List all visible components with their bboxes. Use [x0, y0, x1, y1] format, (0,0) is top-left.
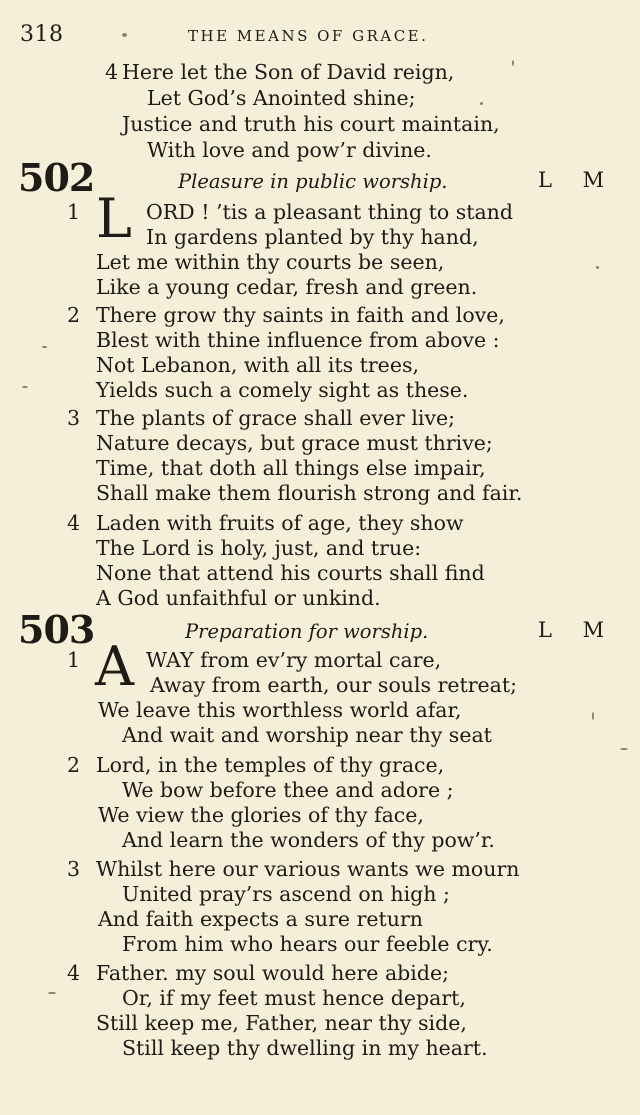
verse-number: 2: [66, 753, 80, 777]
verse-number: 4: [104, 60, 118, 84]
verse-line: ORD ! ’tis a pleasant thing to stand: [146, 200, 514, 224]
verse-line: Justice and truth his court maintain,: [122, 112, 500, 136]
verse-line: There grow thy saints in faith and love,: [96, 303, 505, 327]
hymn-meter: L M: [538, 168, 617, 192]
drop-cap: L: [96, 187, 132, 250]
ink-speck: [512, 60, 514, 66]
verse-line: In gardens planted by thy hand,: [146, 225, 479, 249]
verse-line: Let me within thy courts be seen,: [96, 250, 445, 274]
running-head: [0, 22, 640, 48]
verse-line: Nature decays, but grace must thrive;: [96, 431, 493, 455]
verse-line: And wait and worship near thy seat: [122, 723, 492, 747]
verse-number: 1: [66, 648, 80, 672]
verse-line: Not Lebanon, with all its trees,: [96, 353, 419, 377]
verse-number: 1: [66, 200, 80, 224]
verse-line: Like a young cedar, fresh and green.: [96, 275, 478, 299]
verse-line: A God unfaithful or unkind.: [96, 586, 381, 610]
verse-line: Yields such a comely sight as these.: [96, 378, 469, 402]
verse-line: None that attend his courts shall find: [96, 561, 485, 585]
verse-line: And learn the wonders of thy pow’r.: [122, 828, 495, 852]
verse-line: Or, if my feet must hence depart,: [122, 986, 466, 1010]
verse-line: The Lord is holy, just, and true:: [96, 536, 422, 560]
verse-number: 4: [66, 511, 80, 535]
running-title: THE MEANS OF GRACE.: [188, 27, 429, 45]
ink-speck: [48, 992, 56, 994]
ink-speck: [42, 346, 47, 348]
verse-line: Whilst here our various wants we mourn: [96, 857, 520, 881]
verse-line: With love and pow’r divine.: [147, 138, 432, 162]
verse-number: 2: [66, 303, 80, 327]
verse-line: Lord, in the temples of thy grace,: [96, 753, 445, 777]
verse-number: 3: [66, 857, 80, 881]
verse-line: WAY from ev’ry mortal care,: [146, 648, 442, 672]
verse-line: Away from earth, our souls retreat;: [150, 673, 518, 697]
verse-line: We bow before thee and adore ;: [122, 778, 454, 802]
verse-line: Shall make them flourish strong and fair.: [96, 481, 523, 505]
ink-speck: [596, 266, 599, 269]
verse-line: Here let the Son of David reign,: [122, 60, 455, 84]
hymn-title: Pleasure in public worship.: [178, 170, 448, 193]
verse-line: Let God’s Anointed shine;: [147, 86, 416, 110]
verse-line: Blest with thine influence from above :: [96, 328, 500, 352]
hymn-title: Preparation for worship.: [185, 620, 429, 643]
ink-speck: [480, 102, 483, 105]
verse-number: 4: [66, 961, 80, 985]
hymn-number: 502: [18, 155, 95, 200]
verse-line: Father. my soul would here abide;: [96, 961, 450, 985]
verse-line: We view the glories of thy face,: [98, 803, 424, 827]
verse-number: 3: [66, 406, 80, 430]
drop-cap: A: [95, 635, 134, 698]
verse-line: Still keep thy dwelling in my heart.: [122, 1036, 488, 1060]
verse-line: United pray’rs ascend on high ;: [122, 882, 450, 906]
verse-line: Time, that doth all things else impair,: [96, 456, 486, 480]
verse-line: The plants of grace shall ever live;: [96, 406, 456, 430]
hymn-meter: L M: [538, 618, 617, 642]
verse-line: Laden with fruits of age, they show: [96, 511, 464, 535]
verse-line: And faith expects a sure return: [98, 907, 423, 931]
verse-line: We leave this worthless world afar,: [98, 698, 462, 722]
page-number: 318: [20, 22, 64, 47]
hymn-number: 503: [18, 607, 95, 652]
verse-line: Still keep me, Father, near thy side,: [96, 1011, 467, 1035]
ink-speck: [122, 33, 127, 37]
ink-speck: [620, 748, 628, 750]
ink-speck: [592, 712, 594, 720]
verse-line: From him who hears our feeble cry.: [122, 932, 493, 956]
ink-speck: [22, 386, 28, 388]
